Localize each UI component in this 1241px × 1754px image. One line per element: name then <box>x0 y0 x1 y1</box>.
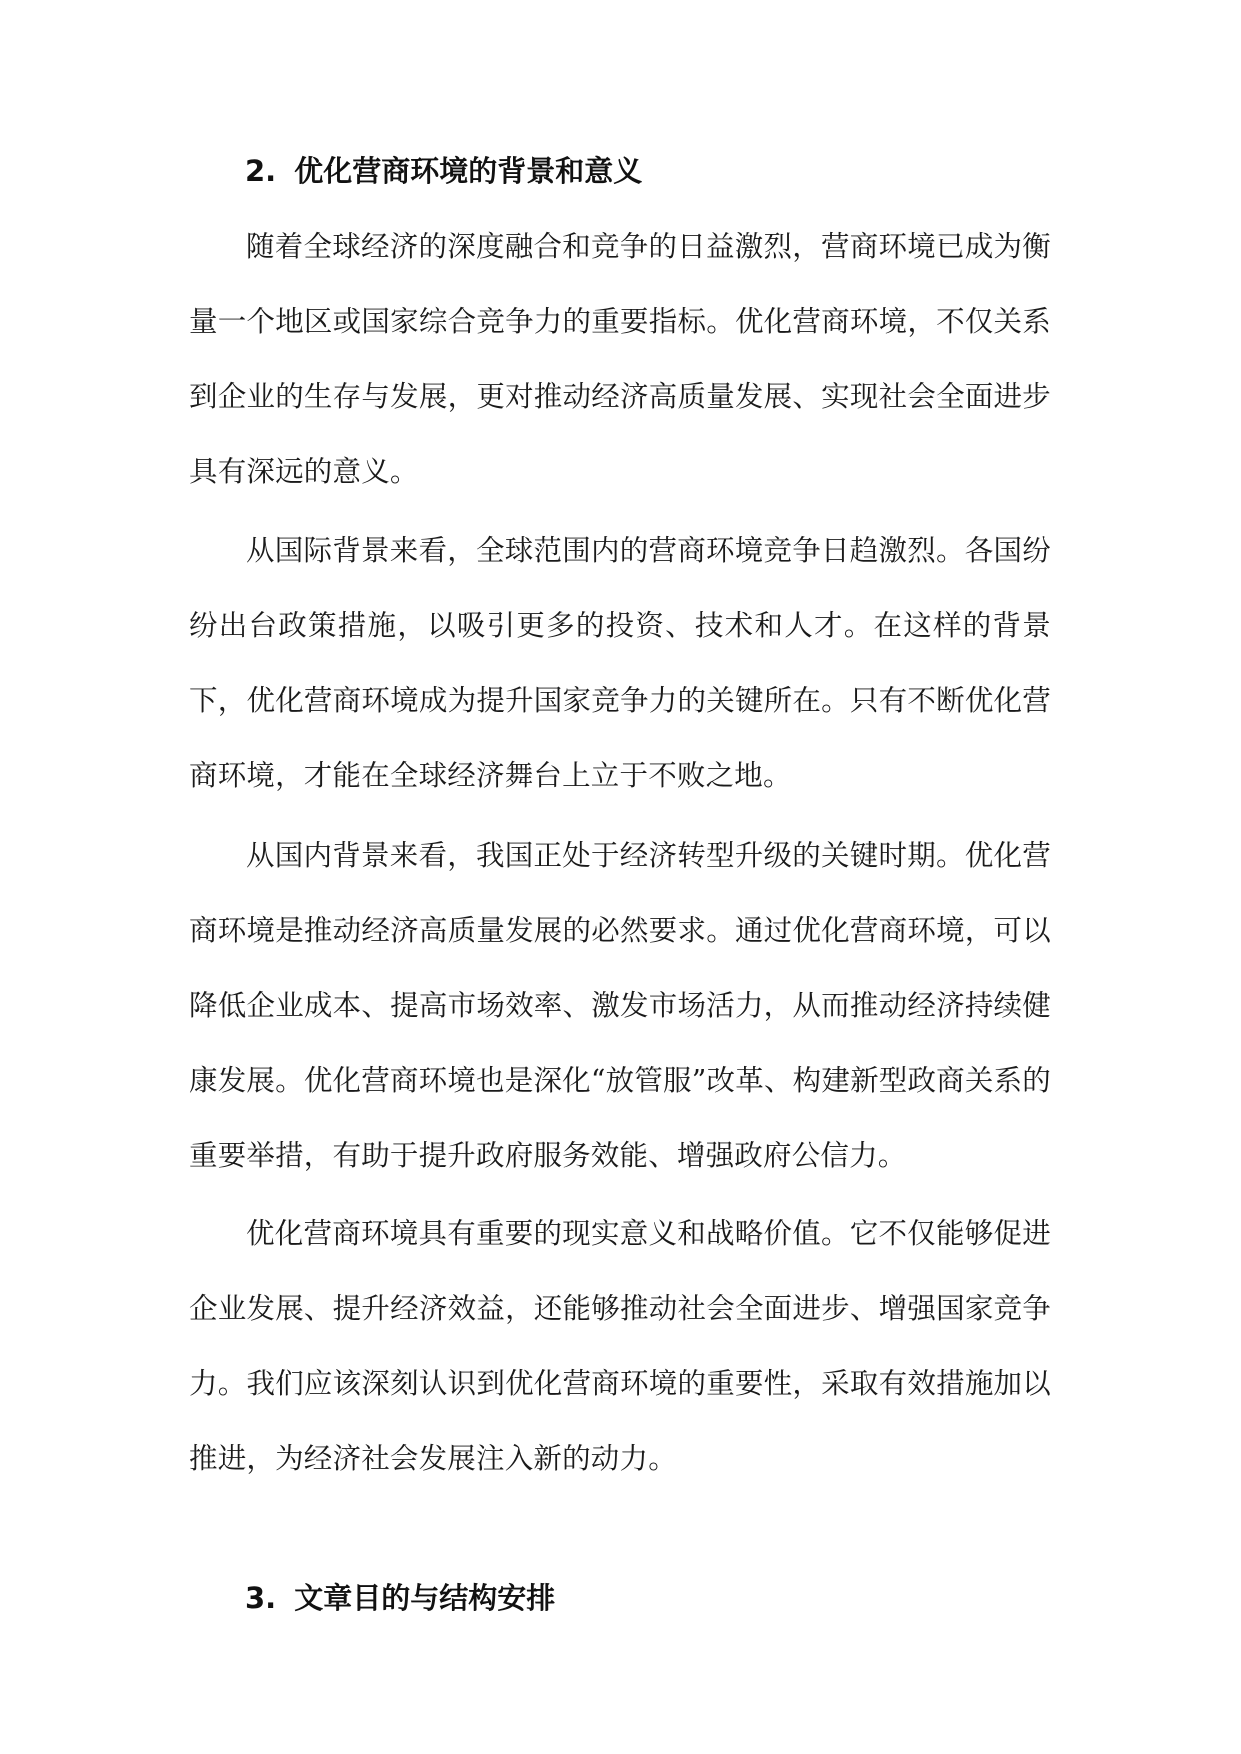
section-title: 优化营商环境的背景和意义 <box>294 154 643 188</box>
paragraph-1: 随着全球经济的深度融合和竞争的日益激烈，营商环境已成为衡量一个地区或国家综合竞争力的重要指标。优化营商环境，不仅关系到企业的生存与发展，更对推动经济高质量发展、实现社会全面进步具有深远的意义。 <box>189 230 1051 488</box>
section-heading-2 <box>245 151 642 191</box>
paragraph-3: 从国内背景来看，我国正处于经济转型升级的关键时期。优化营商环境是推动经济高质量发展的必然要求。通过优化营商环境，可以降低企业成本、提高市场效率、激发市场活力，从而推动经济持续健康发展。优化营商环境也是深化“放管服”改革、构建新型政商关系的重要举措，有助于提升政府服务效能、增强政府公信力。 <box>189 839 1051 1172</box>
section-heading-3 <box>245 1578 555 1618</box>
section-number: 3. <box>245 1581 277 1615</box>
section-title: 文章目的与结构安排 <box>294 1581 556 1615</box>
paragraph-2: 从国际背景来看，全球范围内的营商环境竞争日趋激烈。各国纷纷出台政策措施，以吸引更多的投资、技术和人才。在这样的背景下，优化营商环境成为提升国家竞争力的关键所在。只有不断优化营商环境，才能在全球经济舞台上立于不败之地。 <box>189 534 1051 792</box>
paragraph-4: 优化营商环境具有重要的现实意义和战略价值。它不仅能够促进企业发展、提升经济效益，还能够推动社会全面进步、增强国家竞争力。我们应该深刻认识到优化营商环境的重要性，采取有效措施加以推进，为经济社会发展注入新的动力。 <box>189 1217 1051 1475</box>
section-number: 2. <box>245 154 277 188</box>
